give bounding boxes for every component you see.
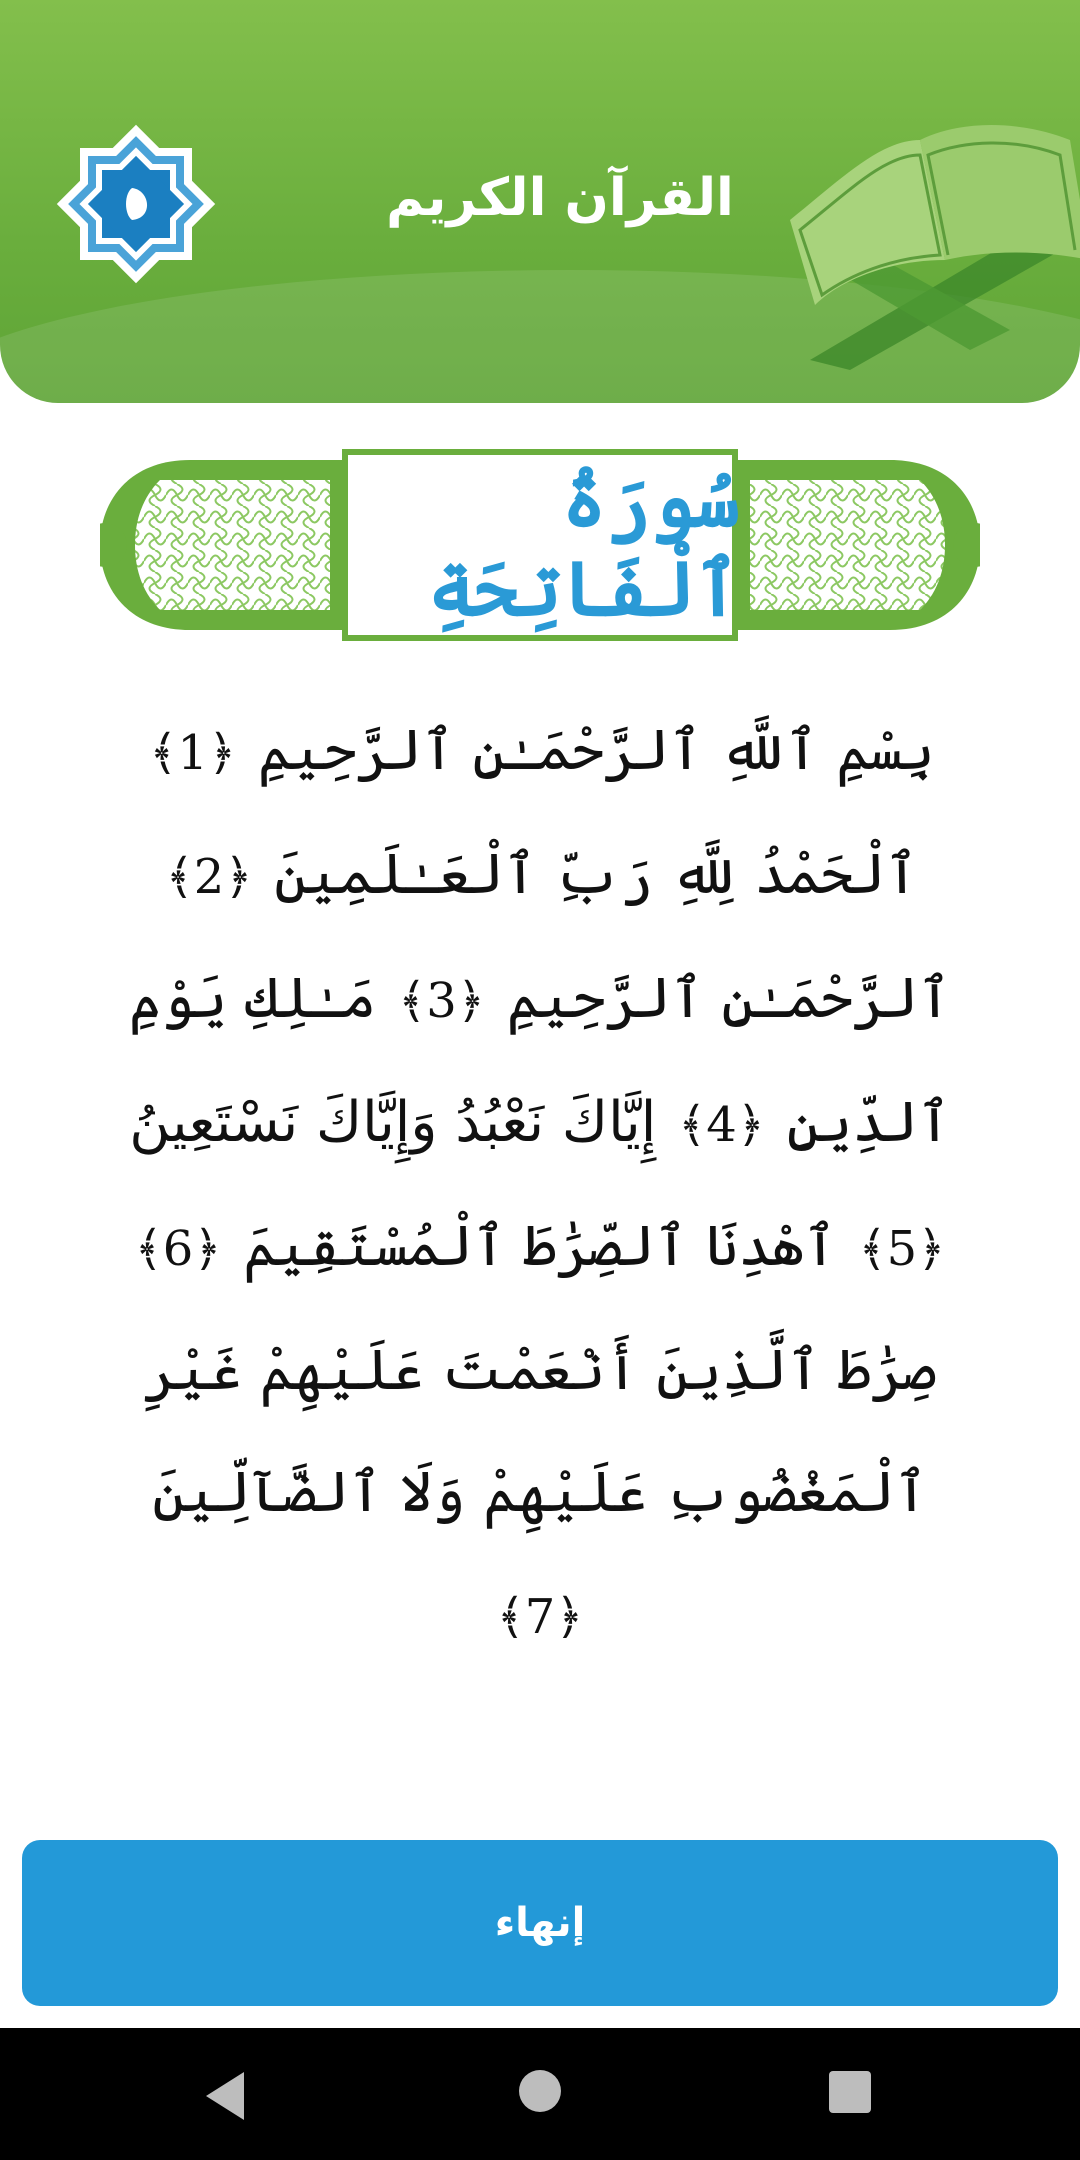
system-navigation-bar [0,2028,1080,2160]
verse-text: بِسْمِ ٱللَّهِ ٱلرَّحْمَـٰنِ ٱلرَّحِيمِ [257,718,935,783]
ayah-number: ﴾5﴿ [858,1221,946,1277]
ayah-number: ﴾3﴿ [398,973,485,1029]
app-logo-icon[interactable] [56,124,216,284]
verse-text: مَـٰلِكِ يَوْمِ ٱلدِّينِ [128,966,951,1155]
back-icon[interactable] [200,2068,250,2124]
verse-text: ٱلرَّحْمَـٰنِ ٱلرَّحِيمِ [506,966,952,1031]
ayah-number: ﴾1﴿ [149,725,237,781]
app-header [0,0,1080,403]
ayah-number: ﴾2﴿ [165,849,253,905]
verse-text: إِيَّاكَ نَعْبُدُ وَإِيَّاكَ نَسْتَعِينُ [129,1090,657,1155]
home-icon[interactable] [519,2070,561,2112]
ayah-number: ﴾4﴿ [678,1097,765,1153]
surah-title: سُورَةُ ٱلْفَاتِحَةِ [428,455,740,633]
verse-text: صِرَٰطَ ٱلَّذِينَ أَنْعَمْتَ عَلَيْهِمْ غَيْرِ ٱلْمَغْضُوبِ عَلَيْهِمْ وَلَا ٱلضَّآلِّينَ [143,1338,937,1525]
app-title: القرآن الكريم [386,168,734,228]
ayah-number: ﴾6﴿ [134,1221,222,1277]
recent-apps-icon[interactable] [829,2071,871,2113]
quran-book-icon [770,110,1080,370]
ayah-number: ﴾7﴿ [496,1589,584,1645]
verse-text: ٱلْحَمْدُ لِلَّهِ رَبِّ ٱلْعَـٰلَمِينَ [274,842,919,907]
finish-button[interactable]: إنهاء [22,1840,1058,2006]
verses-text [120,690,960,1678]
verse-text: ٱهْدِنَا ٱلصِّرَٰطَ ٱلْمُسْتَقِيمَ [243,1214,837,1279]
